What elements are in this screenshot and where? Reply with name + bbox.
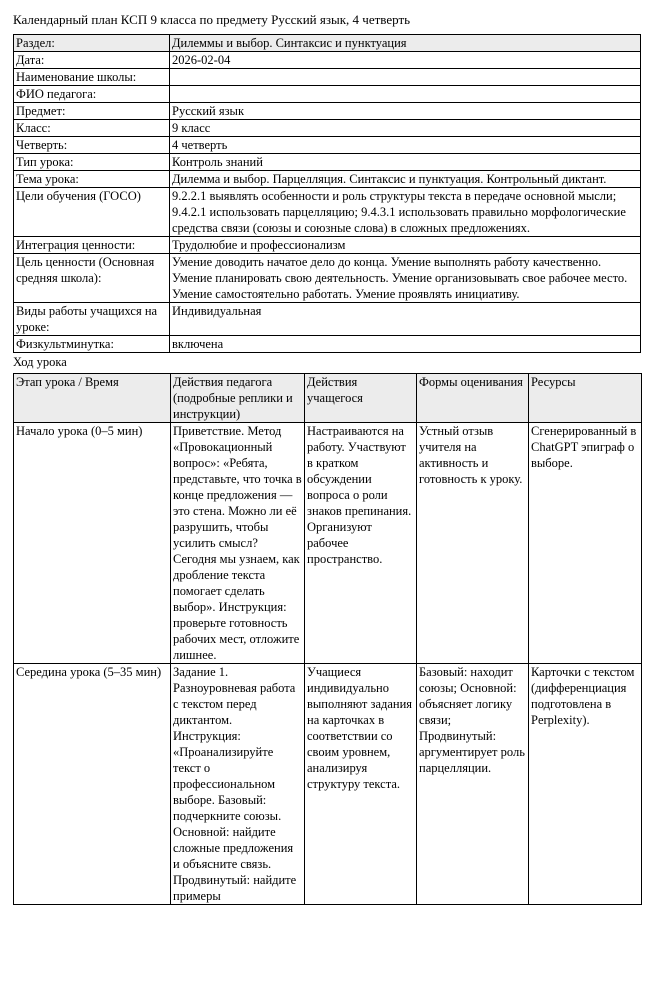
lesson-flow-table [13,373,642,905]
info-label: Раздел: [14,35,170,52]
student-cell: Учащиеся индивидуально выполняют задания на карточках в соответствии со своим уровнем, анализируя структуру текста. [305,664,417,905]
header-assessment: Формы оценивания [417,374,529,423]
info-label: Класс: [14,120,170,137]
info-value: 2026-02-04 [170,52,641,69]
info-value: Контроль знаний [170,154,641,171]
info-value: Дилемма и выбор. Парцелляция. Синтаксис и пунктуация. Контрольный диктант. [170,171,641,188]
info-label: Виды работы учащихся на уроке: [14,303,170,336]
info-label: Дата: [14,52,170,69]
teacher-cell: Задание 1. Разноуровневая работа с текстом перед диктантом. Инструкция: «Проанализируйте текст о профессиональном выборе. Базовый: подчеркните союзы. Основной: найдите сложные предложения и объясните связь. Продвинутый: найдите примеры [171,664,305,905]
teacher-cell: Приветствие. Метод «Провокационный вопрос»: «Ребята, представьте, что точка в конце предложения — это стена. Можно ли её разрушить, чтобы усилить смысл? Сегодня мы узнаем, как дробление текста помогает сделать выбор». Инструкция: проверьте готовность рабочих мест, отложите лишнее. [171,423,305,664]
flow-row-middle [14,664,642,905]
info-value [170,69,641,86]
info-label: Тип урока: [14,154,170,171]
assessment-cell: Базовый: находит союзы; Основной: объясняет логику связи; Продвинутый: аргументирует роль парцелляции. [417,664,529,905]
header-stage: Этап урока / Время [14,374,171,423]
resources-cell: Карточки с текстом (дифференциация подготовлена в Perplexity). [529,664,642,905]
info-row-section [14,35,641,52]
info-row-subject [14,103,641,120]
document-title: Календарный план КСП 9 класса по предмету Русский язык, 4 четверть [13,12,411,27]
resources-cell: Сгенерированный в ChatGPT эпиграф о выборе. [529,423,642,664]
info-value: 4 четверть [170,137,641,154]
info-label: Физкультминутка: [14,336,170,353]
info-value: Трудолюбие и профессионализм [170,237,641,254]
info-row-value-integration [14,237,641,254]
info-row-quarter [14,137,641,154]
info-row-school [14,69,641,86]
info-value: Дилеммы и выбор. Синтаксис и пунктуация [170,35,641,52]
flow-row-start [14,423,642,664]
info-label: Предмет: [14,103,170,120]
info-value: включена [170,336,641,353]
info-value: Умение доводить начатое дело до конца. Умение выполнять работу качественно. Умение планировать свою деятельность. Умение организовывать свое рабочее место. Умение самостоятельно работать. Умение проявлять инициативу. [170,254,641,303]
info-label: Интеграция ценности: [14,237,170,254]
info-value: 9.2.2.1 выявлять особенности и роль структуры текста в передаче основной мысли; 9.4.2.1 использовать парцелляцию; 9.4.3.1 использовать правильно морфологические средства связи (союзы и союзные слова) в сложных предложениях. [170,188,641,237]
info-value: Русский язык [170,103,641,120]
stage-cell: Начало урока (0–5 мин) [14,423,171,664]
info-label: Тема урока: [14,171,170,188]
info-row-date [14,52,641,69]
student-cell: Настраиваются на работу. Участвуют в кратком обсуждении вопроса о роли знаков препинания. Организуют рабочее пространство. [305,423,417,664]
info-row-physical-break [14,336,641,353]
flow-header-row [14,374,642,423]
info-label: ФИО педагога: [14,86,170,103]
info-label: Наименование школы: [14,69,170,86]
header-student-actions: Действия учащегося [305,374,417,423]
info-row-lesson-type [14,154,641,171]
info-row-teacher [14,86,641,103]
info-value [170,86,641,103]
info-label: Цель ценности (Основная средняя школа): [14,254,170,303]
header-resources: Ресурсы [529,374,642,423]
info-row-goals [14,188,641,237]
info-value: 9 класс [170,120,641,137]
info-row-topic [14,171,641,188]
info-row-class [14,120,641,137]
header-teacher-actions: Действия педагога (подробные реплики и инструкции) [171,374,305,423]
info-label: Четверть: [14,137,170,154]
info-row-work-types [14,303,641,336]
lesson-info-table [13,34,641,353]
info-label: Цели обучения (ГОСО) [14,188,170,237]
info-value: Индивидуальная [170,303,641,336]
stage-cell: Середина урока (5–35 мин) [14,664,171,905]
lesson-flow-heading: Ход урока [13,355,67,369]
info-row-value-goal [14,254,641,303]
assessment-cell: Устный отзыв учителя на активность и готовность к уроку. [417,423,529,664]
